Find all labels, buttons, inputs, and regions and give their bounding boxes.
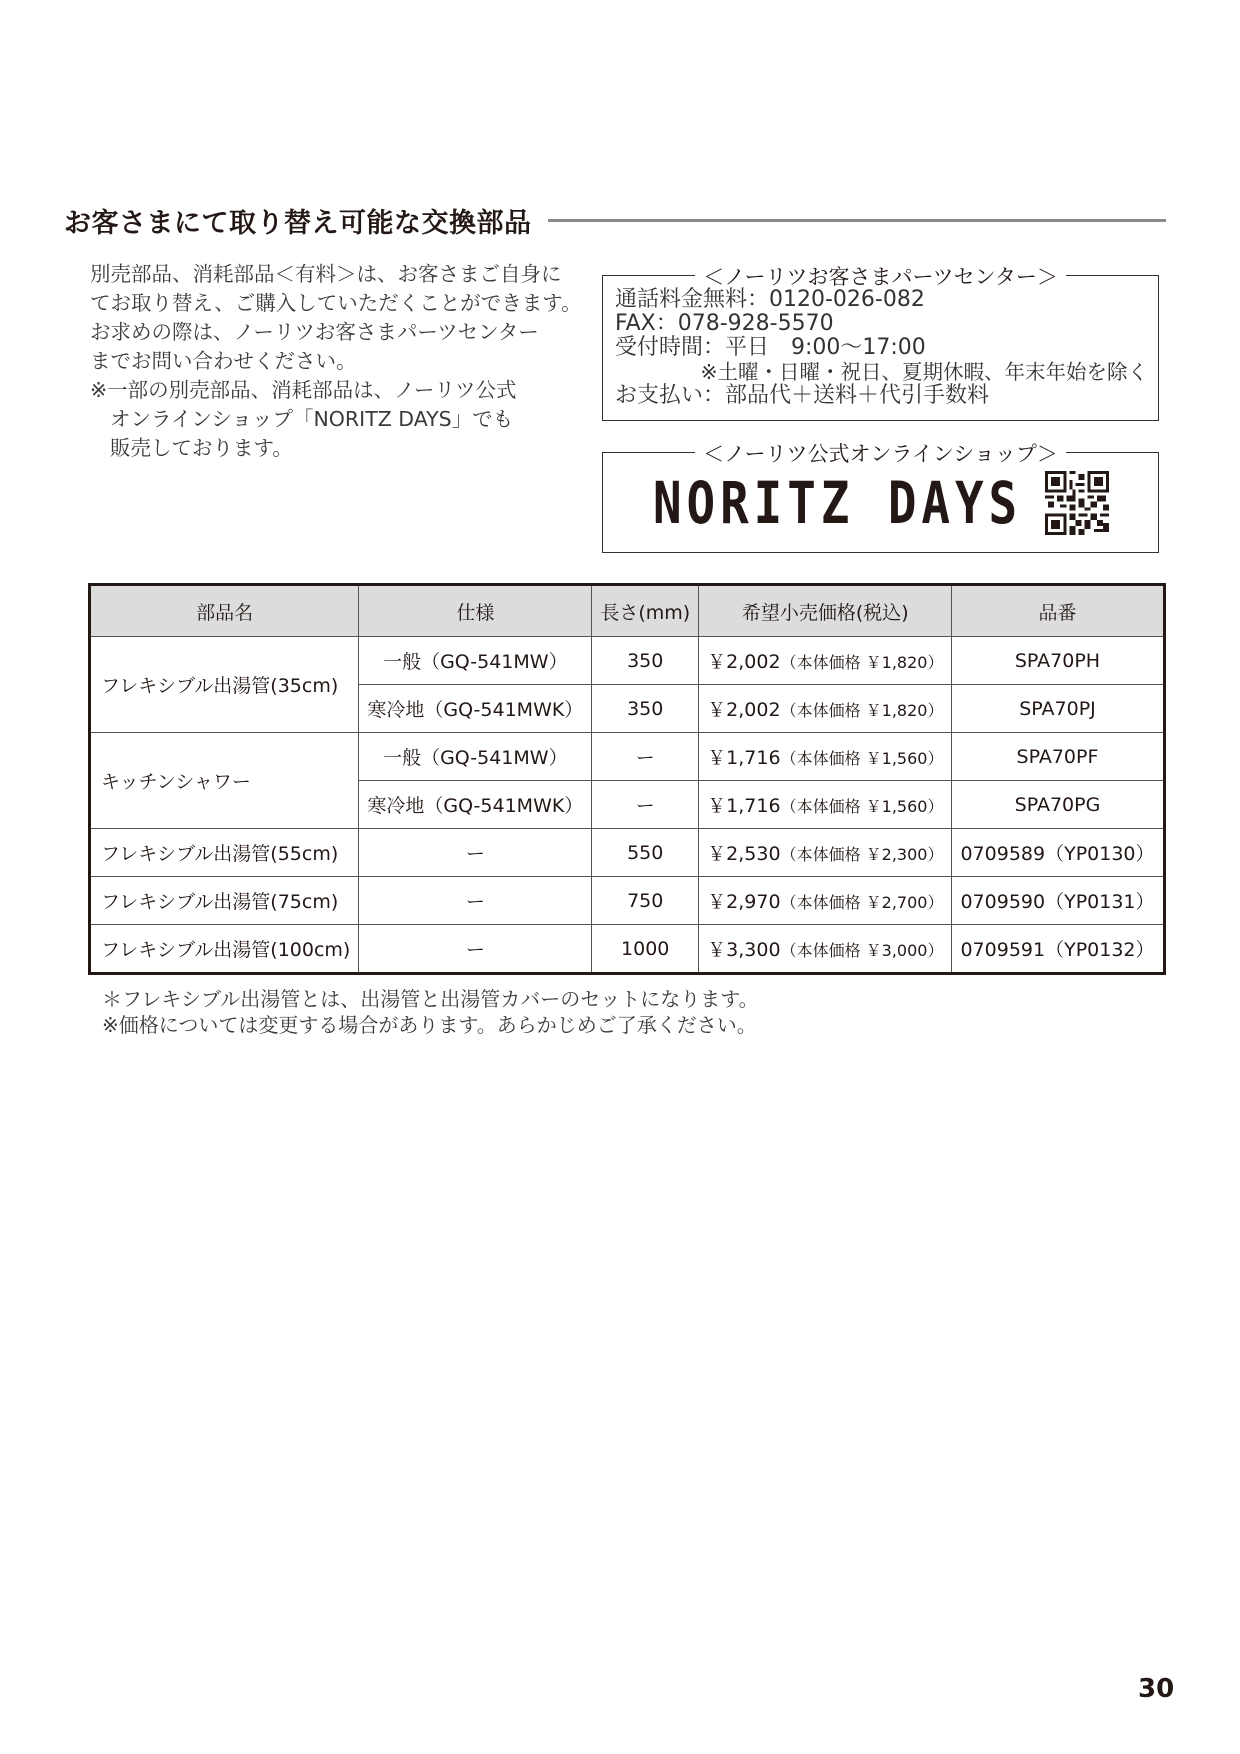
parts-center-hours: 受付時間：平日 9:00～17:00	[615, 335, 926, 360]
cell-length: 350	[592, 685, 699, 733]
price-value: ￥2,002	[707, 699, 781, 721]
cell-price	[699, 829, 952, 877]
table-row	[90, 733, 1165, 781]
cell-spec: ー	[359, 925, 592, 974]
price-value: ￥1,716	[707, 747, 781, 769]
table-row	[90, 877, 1165, 925]
online-shop-box	[602, 442, 1159, 553]
parts-center-fax: FAX：078-928-5570	[615, 311, 834, 336]
base-price: （本体価格 ￥2,700）	[780, 893, 944, 912]
price-value: ￥1,716	[707, 795, 781, 817]
cell-price	[699, 685, 952, 733]
parts-center-payment: お支払い：部品代＋送料＋代引手数料	[615, 383, 990, 408]
base-price: （本体価格 ￥1,820）	[780, 701, 944, 720]
cell-spec: 寒冷地（GQ-541MWK）	[359, 685, 592, 733]
intro-line: までお問い合わせください。	[90, 349, 357, 373]
qr-code-icon[interactable]	[1045, 471, 1109, 535]
parts-center-note: ※土曜・日曜・祝日、夏期休暇、年末年始を除く	[700, 360, 1148, 384]
price-value: ￥2,530	[707, 843, 781, 865]
heading-rule	[548, 219, 1167, 222]
intro-line: お求めの際は、ノーリツお客さまパーツセンター	[90, 320, 539, 344]
intro-line: 別売部品、消耗部品＜有料＞は、お客さまご自身に	[90, 262, 562, 286]
cell-length: 350	[592, 637, 699, 685]
table-row	[90, 925, 1165, 974]
cell-spec: 一般（GQ-541MW）	[359, 637, 592, 685]
price-value: ￥2,970	[707, 891, 781, 913]
cell-part-number: 0709590（YP0131）	[952, 877, 1164, 925]
cell-spec: 一般（GQ-541MW）	[359, 733, 592, 781]
base-price: （本体価格 ￥3,000）	[780, 941, 944, 960]
price-value: ￥2,002	[707, 651, 781, 673]
header-spec: 仕様	[359, 585, 592, 637]
parts-center-tel: 通話料金無料：0120-026-082	[615, 287, 925, 312]
intro-line: ※一部の別売部品、消耗部品は、ノーリツ公式	[90, 378, 517, 402]
cell-part-name: フレキシブル出湯管(35cm)	[90, 637, 359, 733]
cell-part-number: SPA70PG	[952, 781, 1164, 829]
cell-price	[699, 925, 952, 974]
cell-price	[699, 733, 952, 781]
cell-part-number: SPA70PH	[952, 637, 1164, 685]
intro-text	[90, 260, 610, 463]
intro-line: オンラインショップ「NORITZ DAYS」でも	[110, 407, 514, 431]
header-price: 希望小売価格(税込)	[699, 585, 952, 637]
cell-length: ー	[592, 733, 699, 781]
cell-part-name: キッチンシャワー	[90, 733, 359, 829]
table-row	[90, 637, 1165, 685]
parts-center-box	[602, 265, 1159, 421]
noritz-days-logo: NORITZ DAYS	[653, 469, 1023, 537]
cell-price	[699, 781, 952, 829]
parts-table	[88, 583, 1166, 975]
base-price: （本体価格 ￥1,560）	[780, 749, 944, 768]
cell-spec: ー	[359, 829, 592, 877]
cell-part-name: フレキシブル出湯管(55cm)	[90, 829, 359, 877]
intro-line: てお取り替え、ご購入していただくことができます。	[90, 291, 582, 315]
online-shop-title: ＜ノーリツ公式オンラインショップ＞	[695, 442, 1066, 466]
cell-part-name: フレキシブル出湯管(75cm)	[90, 877, 359, 925]
cell-part-name: フレキシブル出湯管(100cm)	[90, 925, 359, 974]
cell-price	[699, 637, 952, 685]
cell-price	[699, 877, 952, 925]
parts-center-title: ＜ノーリツお客さまパーツセンター＞	[695, 265, 1066, 289]
base-price: （本体価格 ￥2,300）	[780, 845, 944, 864]
page-number: 30	[1138, 1674, 1175, 1704]
header-part-number: 品番	[952, 585, 1164, 637]
cell-part-number: 0709591（YP0132）	[952, 925, 1164, 974]
footnotes	[102, 986, 759, 1038]
section-heading-row	[64, 200, 1166, 240]
cell-spec: 寒冷地（GQ-541MWK）	[359, 781, 592, 829]
cell-part-number: SPA70PJ	[952, 685, 1164, 733]
header-length: 長さ(mm)	[592, 585, 699, 637]
base-price: （本体価格 ￥1,560）	[780, 797, 944, 816]
cell-length: 750	[592, 877, 699, 925]
section-heading: お客さまにて取り替え可能な交換部品	[64, 207, 532, 239]
table-header-row	[90, 585, 1165, 637]
cell-spec: ー	[359, 877, 592, 925]
cell-part-number: 0709589（YP0130）	[952, 829, 1164, 877]
footnote: ※価格については変更する場合があります。あらかじめご了承ください。	[102, 1013, 757, 1037]
cell-length: ー	[592, 781, 699, 829]
table-row	[90, 829, 1165, 877]
cell-part-number: SPA70PF	[952, 733, 1164, 781]
cell-length: 1000	[592, 925, 699, 974]
header-part-name: 部品名	[90, 585, 359, 637]
intro-line: 販売しております。	[110, 436, 293, 460]
price-value: ￥3,300	[707, 939, 781, 961]
base-price: （本体価格 ￥1,820）	[780, 653, 944, 672]
cell-length: 550	[592, 829, 699, 877]
footnote: ＊フレキシブル出湯管とは、出湯管と出湯管カバーのセットになります。	[102, 987, 759, 1011]
